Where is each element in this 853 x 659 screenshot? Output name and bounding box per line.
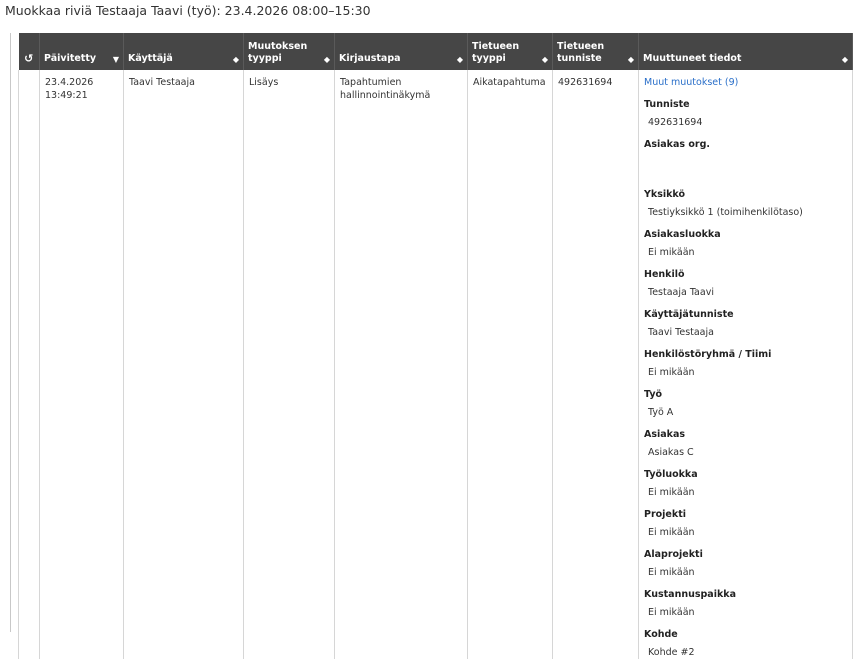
page-title: Muokkaa riviä Testaaja Taavi (työ): 23.4.2026 08:00–15:30 [5, 3, 371, 18]
sort-desc-icon: ▼ [112, 55, 119, 64]
cell-kirjaustapa: Tapahtumien hallinnointinäkymä [335, 70, 468, 659]
changed-field-label: Asiakasluokka [644, 229, 721, 240]
changed-field-value: Työ A [648, 407, 674, 418]
changed-field-label: Projekti [644, 509, 686, 520]
changed-field-label: Henkilöstöryhmä / Tiimi [644, 349, 772, 360]
changed-field-label: Kohde [644, 629, 678, 640]
changed-field-label: Työ [644, 389, 663, 400]
column-header-tietueen-tunniste[interactable]: Tietueen tunniste ◆ [553, 33, 639, 70]
changed-field-value: Ei mikään [648, 367, 695, 378]
table-row [19, 70, 853, 659]
reset-icon: ↺ [24, 52, 34, 65]
column-header-muutoksen-tyyppi[interactable]: Muutoksen tyyppi ◆ [244, 33, 335, 70]
changed-field-label: Käyttäjätunniste [644, 309, 734, 320]
sort-icon: ◆ [627, 55, 634, 64]
sort-icon: ◆ [323, 55, 330, 64]
column-header-kayttaja[interactable]: Käyttäjä ◆ [124, 33, 244, 70]
changed-field-value: Ei mikään [648, 247, 695, 258]
sort-icon: ◆ [456, 55, 463, 64]
changed-field-value: Ei mikään [648, 567, 695, 578]
updated-time: 13:49:21 [45, 90, 88, 101]
column-header-muuttuneet-tiedot[interactable]: Muuttuneet tiedot ◆ [639, 33, 853, 70]
column-header-kirjaustapa[interactable]: Kirjaustapa ◆ [335, 33, 468, 70]
audit-table-container [18, 33, 852, 658]
changed-fields-list [644, 98, 847, 659]
audit-table [18, 33, 853, 659]
changed-field-label: Työluokka [644, 469, 698, 480]
reset-sort-button[interactable] [19, 33, 40, 70]
changed-field-value: Ei mikään [648, 607, 695, 618]
changed-field-value: Ei mikään [648, 487, 695, 498]
panel-border [10, 33, 11, 632]
sort-icon: ◆ [541, 55, 548, 64]
changed-field-label: Alaprojekti [644, 549, 703, 560]
row-spacer-cell [19, 70, 40, 659]
updated-date: 23.4.2026 [45, 77, 94, 88]
table-header-row [19, 33, 853, 70]
column-header-tietueen-tyyppi[interactable]: Tietueen tyyppi ◆ [468, 33, 553, 70]
cell-tietueen-tyyppi: Aikatapahtuma [468, 70, 553, 659]
changed-field-label: Tunniste [644, 99, 690, 110]
sort-icon: ◆ [232, 55, 239, 64]
changed-field-value: 492631694 [648, 117, 703, 128]
column-header-paivitetty[interactable]: Päivitetty ▼ [40, 33, 124, 70]
cell-muuttuneet-tiedot [639, 70, 853, 659]
changed-field-value: Asiakas C [648, 447, 694, 458]
changed-field-label: Asiakas [644, 429, 686, 440]
changed-field-value: Testaaja Taavi [648, 287, 714, 298]
changed-field-value: Testiyksikkö 1 (toimihenkilötaso) [648, 207, 803, 218]
changed-field-label: Yksikkö [644, 189, 686, 200]
changed-field-value: Taavi Testaaja [648, 327, 714, 338]
changed-field-value: Ei mikään [648, 527, 695, 538]
changed-field-value [644, 156, 847, 179]
other-changes-link[interactable]: Muut muutokset (9) [644, 77, 739, 88]
changed-field-label: Asiakas org. [644, 139, 710, 150]
cell-kayttaja: Taavi Testaaja [124, 70, 244, 659]
cell-paivitetty [40, 70, 124, 659]
changed-field-label: Kustannuspaikka [644, 589, 737, 600]
changed-field-label: Henkilö [644, 269, 685, 280]
cell-tietueen-tunniste: 492631694 [553, 70, 639, 659]
cell-muutoksen-tyyppi: Lisäys [244, 70, 335, 659]
sort-icon: ◆ [841, 55, 848, 64]
changed-field-value: Kohde #2 [648, 647, 695, 658]
